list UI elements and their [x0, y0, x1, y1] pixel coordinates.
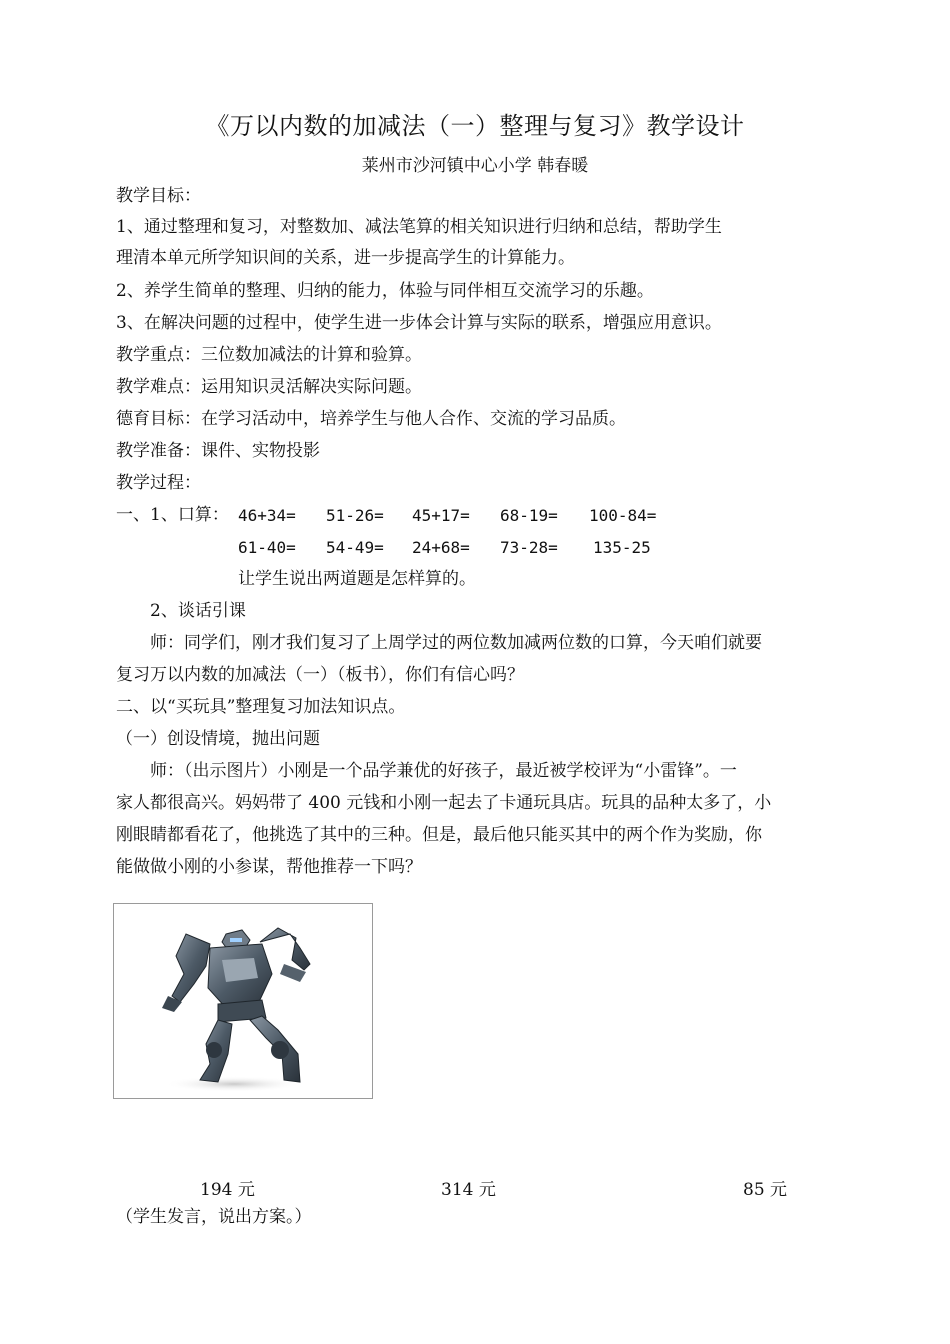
oral-problem: 73-28=: [500, 538, 558, 557]
oral-note: 让学生说出两道题是怎样算的。: [238, 569, 476, 589]
toy-price: 314 元: [441, 1180, 496, 1200]
toy-robot-image: [113, 903, 373, 1099]
key-point: 教学重点：三位数加减法的计算和验算。: [116, 345, 422, 365]
goal-1-line-2: 理清本单元所学知识间的关系，进一步提高学生的计算能力。: [116, 248, 575, 268]
teacher-paragraph-2-cont: 刚眼睛都看花了，他挑选了其中的三种。但是，最后他只能买其中的两个作为奖励，你: [116, 825, 762, 845]
preparation: 教学准备：课件、实物投影: [116, 441, 320, 461]
author-line: 莱州市沙河镇中心小学 韩春暖: [361, 156, 589, 176]
document-title: 《万以内数的加减法（一）整理与复习》教学设计: [205, 112, 745, 140]
goal-2: 2、养学生简单的整理、归纳的能力，体验与同伴相互交流学习的乐趣。: [116, 281, 654, 301]
teacher-paragraph-1-cont: 复习万以内数的加减法（一）（板书），你们有信心吗？: [116, 665, 524, 685]
oral-problem: 100-84=: [589, 506, 657, 525]
teacher-paragraph-2-cont: 能做做小刚的小参谋，帮他推荐一下吗？: [116, 857, 422, 877]
oral-problem: 54-49=: [326, 538, 384, 557]
oral-problem: 24+68=: [412, 538, 470, 557]
oral-problem: 68-19=: [500, 506, 558, 525]
subsection-1-heading: （一）创设情境，抛出问题: [116, 729, 320, 749]
robot-icon: [114, 904, 372, 1098]
goal-3: 3、在解决问题的过程中，使学生进一步体会计算与实际的联系，增强应用意识。: [116, 313, 722, 333]
oral-problem: 135-25: [593, 538, 651, 557]
goal-1-line-1: 1、通过整理和复习，对整数加、减法笔算的相关知识进行归纳和总结，帮助学生: [116, 217, 722, 237]
teacher-paragraph-1: 师：同学们，刚才我们复习了上周学过的两位数加减两位数的口算，今天咱们就要: [150, 633, 762, 653]
oral-problem: 61-40=: [238, 538, 296, 557]
oral-problem: 51-26=: [326, 506, 384, 525]
goals-heading: 教学目标：: [116, 186, 201, 206]
oral-calc-label: 一、1、口算：: [116, 505, 229, 525]
student-note: （学生发言，说出方案。）: [116, 1207, 312, 1227]
oral-problem: 46+34=: [238, 506, 296, 525]
moral-goal: 德育目标：在学习活动中，培养学生与他人合作、交流的学习品质。: [116, 409, 626, 429]
section-2-heading: 二、以“买玩具”整理复习加法知识点。: [116, 697, 406, 717]
talk-intro: 2、谈话引课: [150, 601, 246, 621]
teacher-paragraph-2-cont: 家人都很高兴。妈妈带了 400 元钱和小刚一起去了卡通玩具店。玩具的品种太多了，小: [116, 793, 772, 813]
oral-problem: 45+17=: [412, 506, 470, 525]
difficulty: 教学难点：运用知识灵活解决实际问题。: [116, 377, 422, 397]
process-heading: 教学过程：: [116, 473, 201, 493]
teacher-paragraph-2: 师：（出示图片）小刚是一个品学兼优的好孩子，最近被学校评为“小雷锋”。一: [150, 761, 737, 781]
toy-price: 85 元: [743, 1180, 788, 1200]
toy-price: 194 元: [200, 1180, 255, 1200]
